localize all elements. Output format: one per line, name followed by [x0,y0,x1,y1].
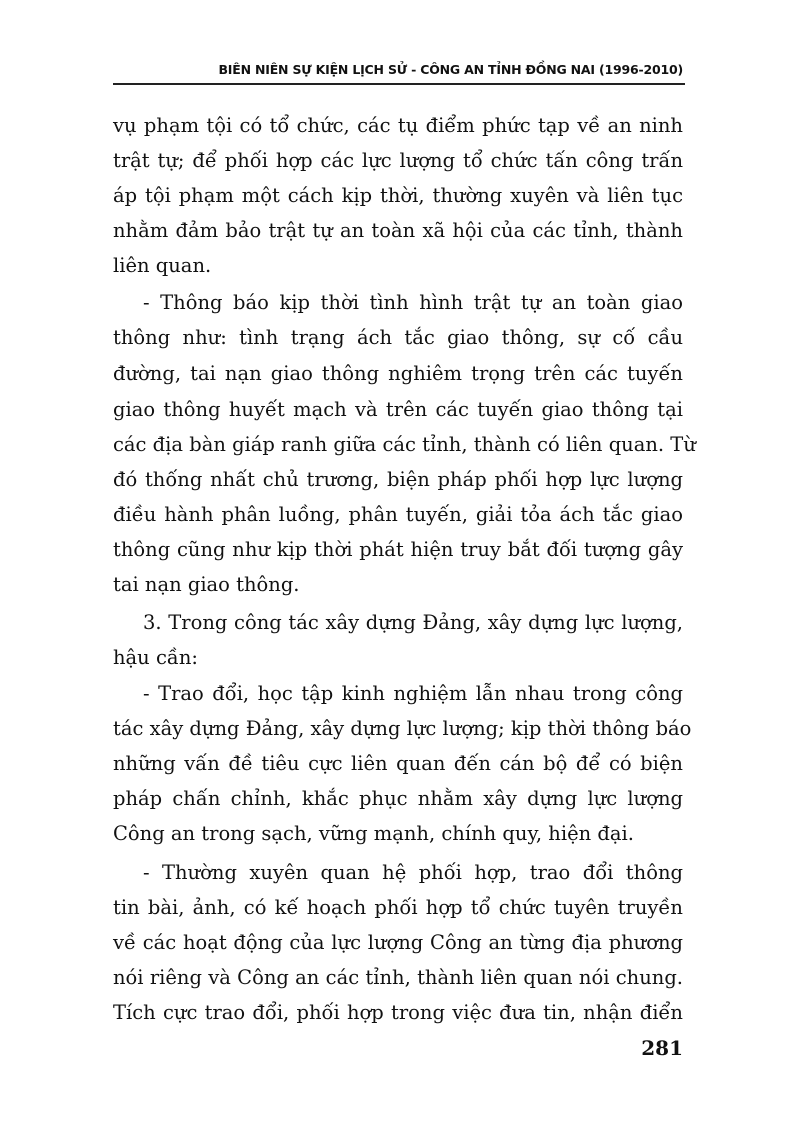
running-header: BIÊN NIÊN SỰ KIỆN LỊCH SỬ - CÔNG AN TỈNH ĐỒNG NAI (1996-2010) [218,62,683,77]
text-line: đó thống nhất chủ trương, biện pháp phối hợp lực lượng [113,468,683,491]
text-line: pháp chấn chỉnh, khắc phục nhằm xây dựng lực lượng [113,787,683,810]
text-line: liên quan. [113,254,212,277]
text-line: - Trao đổi, học tập kinh nghiệm lẫn nhau trong công [143,682,683,705]
text-line: Tích cực trao đổi, phối hợp trong việc đưa tin, nhận điển [113,1001,683,1024]
text-line: áp tội phạm một cách kịp thời, thường xuyên và liên tục [113,184,683,207]
text-line: về các hoạt động của lực lượng Công an từng địa phương [113,931,683,954]
text-line: tin bài, ảnh, có kế hoạch phối hợp tổ chức tuyên truyền [113,896,683,919]
text-line: - Thông báo kịp thời tình hình trật tự an toàn giao [143,291,683,314]
text-line: tai nạn giao thông. [113,573,300,596]
text-line: vụ phạm tội có tổ chức, các tụ điểm phức tạp về an ninh [113,114,683,137]
text-line: - Thường xuyên quan hệ phối hợp, trao đổi thông [143,861,683,884]
text-line: điều hành phân luồng, phân tuyến, giải tỏa ách tắc giao [113,503,683,526]
text-line: giao thông huyết mạch và trên các tuyến giao thông tại [113,398,683,421]
text-line: những vấn đề tiêu cực liên quan đến cán bộ để có biện [113,752,683,775]
text-line: nhằm đảm bảo trật tự an toàn xã hội của các tỉnh, thành [113,219,683,242]
text-line: hậu cần: [113,646,198,669]
text-line: 3. Trong công tác xây dựng Đảng, xây dựng lực lượng, [143,611,683,634]
text-line: tác xây dựng Đảng, xây dựng lực lượng; kịp thời thông báo [113,717,692,740]
text-line: đường, tai nạn giao thông nghiêm trọng trên các tuyến [113,362,683,385]
text-line: các địa bàn giáp ranh giữa các tỉnh, thành có liên quan. Từ [113,433,696,456]
text-line: Công an trong sạch, vững mạnh, chính quy, hiện đại. [113,822,634,845]
page-number: 281 [641,1036,683,1060]
header-rule [113,83,685,85]
text-line: nói riêng và Công an các tỉnh, thành liên quan nói chung. [113,966,683,989]
text-line: thông như: tình trạng ách tắc giao thông, sự cố cầu [113,326,683,349]
text-line: thông cũng như kịp thời phát hiện truy bắt đối tượng gây [113,538,683,561]
text-line: trật tự; để phối hợp các lực lượng tổ chức tấn công trấn [113,149,683,172]
